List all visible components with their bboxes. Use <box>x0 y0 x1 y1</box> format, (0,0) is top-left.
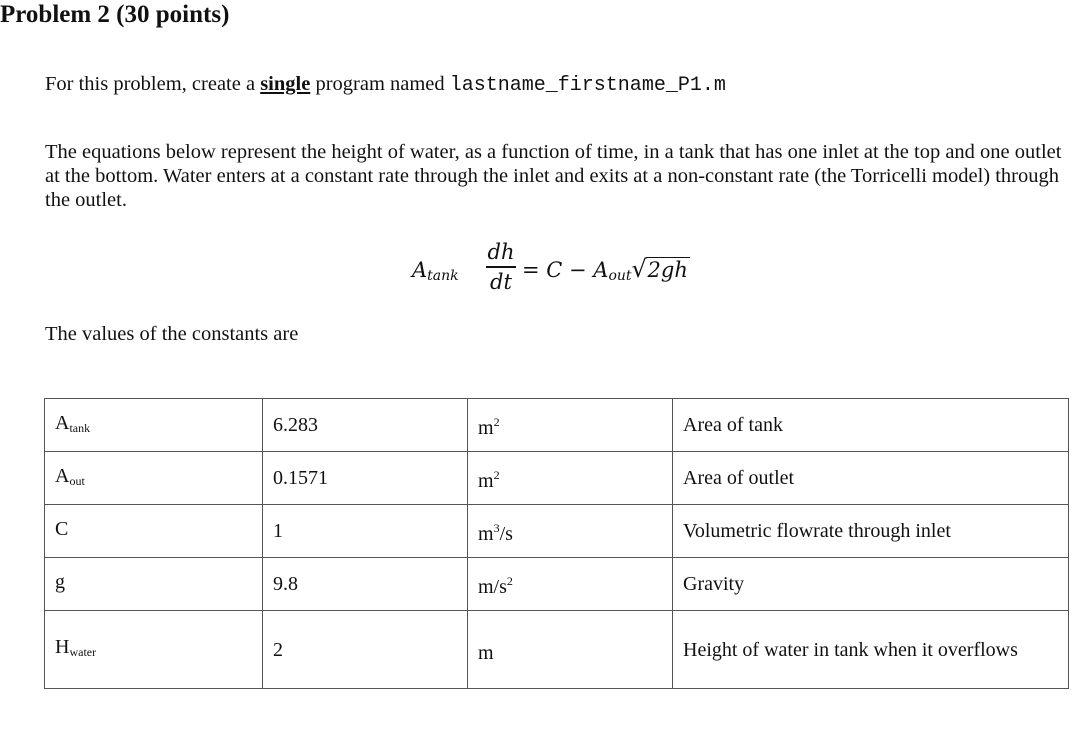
table-row <box>45 505 1069 558</box>
constant-symbol <box>45 399 263 452</box>
equation-denominator: dt <box>490 269 512 294</box>
unit-base: m <box>478 641 494 664</box>
unit-exponent: 2 <box>493 415 500 429</box>
unit-exponent: 2 <box>493 468 500 482</box>
constant-description: Area of outlet <box>673 452 1069 505</box>
symbol-subscript: water <box>69 645 97 659</box>
description-paragraph: The equations below represent the height of water, as a function of time, in a tank that has one inlet at the top and one outlet at the bottom. Water enters at a constant rate through the inlet and exits at a non-constant rate (the Torricelli model) through the outlet. <box>45 141 1062 211</box>
constants-intro: The values of the constants are <box>45 323 299 345</box>
constant-symbol <box>45 611 263 689</box>
constant-value: 1 <box>263 505 468 558</box>
constant-symbol <box>45 505 263 558</box>
equation-radicand: 2gh <box>647 258 688 282</box>
equation-lhs-symbol: A <box>412 258 428 282</box>
table-row <box>45 558 1069 611</box>
symbol-letter: g <box>55 570 65 593</box>
intro-paragraph <box>45 72 726 98</box>
square-root <box>631 255 690 283</box>
unit-base: m <box>478 417 494 439</box>
program-filename: lastname_firstname_P1.m <box>449 74 726 97</box>
constant-description: Volumetric flowrate through inlet <box>673 505 1069 558</box>
table-row <box>45 611 1069 689</box>
torricelli-equation <box>412 240 702 300</box>
constant-unit <box>468 505 673 558</box>
intro-text-before: For this problem, create a <box>45 73 261 95</box>
constant-unit <box>468 399 673 452</box>
unit-base: m <box>478 470 494 492</box>
symbol-letter: C <box>55 517 69 540</box>
constant-symbol <box>45 558 263 611</box>
constant-description: Gravity <box>673 558 1069 611</box>
unit-base: m <box>478 523 494 545</box>
symbol-letter: A <box>55 464 70 487</box>
equation-derivative <box>486 240 516 294</box>
constant-value: 0.1571 <box>263 452 468 505</box>
constant-unit <box>468 611 673 689</box>
constant-unit <box>468 452 673 505</box>
radical-sign-icon: √ <box>631 255 647 283</box>
unit-exponent: 2 <box>506 574 513 588</box>
unit-base: m/s <box>478 576 507 598</box>
constant-description: Area of tank <box>673 399 1069 452</box>
intro-emphasis: single <box>260 73 311 95</box>
constant-description: Height of water in tank when it overflows <box>673 611 1069 689</box>
equation-numerator: dh <box>487 240 515 264</box>
equation-rhs-subscript: out <box>608 268 632 284</box>
equation-rhs-prefix: = C − A <box>522 258 609 282</box>
symbol-subscript: tank <box>69 420 91 435</box>
intro-text-middle: program named <box>310 73 450 95</box>
constant-unit <box>468 558 673 611</box>
fraction-bar <box>486 266 516 268</box>
equation-lhs <box>412 258 459 284</box>
symbol-subscript: out <box>69 473 85 488</box>
constants-table <box>44 398 1069 689</box>
constant-symbol <box>45 452 263 505</box>
constant-value: 2 <box>263 611 468 689</box>
equation-lhs-subscript: tank <box>427 268 459 284</box>
table-row <box>45 399 1069 452</box>
unit-exponent: 3 <box>493 521 500 535</box>
constant-value: 6.283 <box>263 399 468 452</box>
unit-suffix: /s <box>499 523 513 545</box>
equation-rhs <box>522 255 690 284</box>
problem-heading: Problem 2 (30 points) <box>0 1 230 28</box>
symbol-letter: A <box>55 411 70 434</box>
symbol-letter: H <box>55 636 70 658</box>
constant-value: 9.8 <box>263 558 468 611</box>
table-row <box>45 452 1069 505</box>
